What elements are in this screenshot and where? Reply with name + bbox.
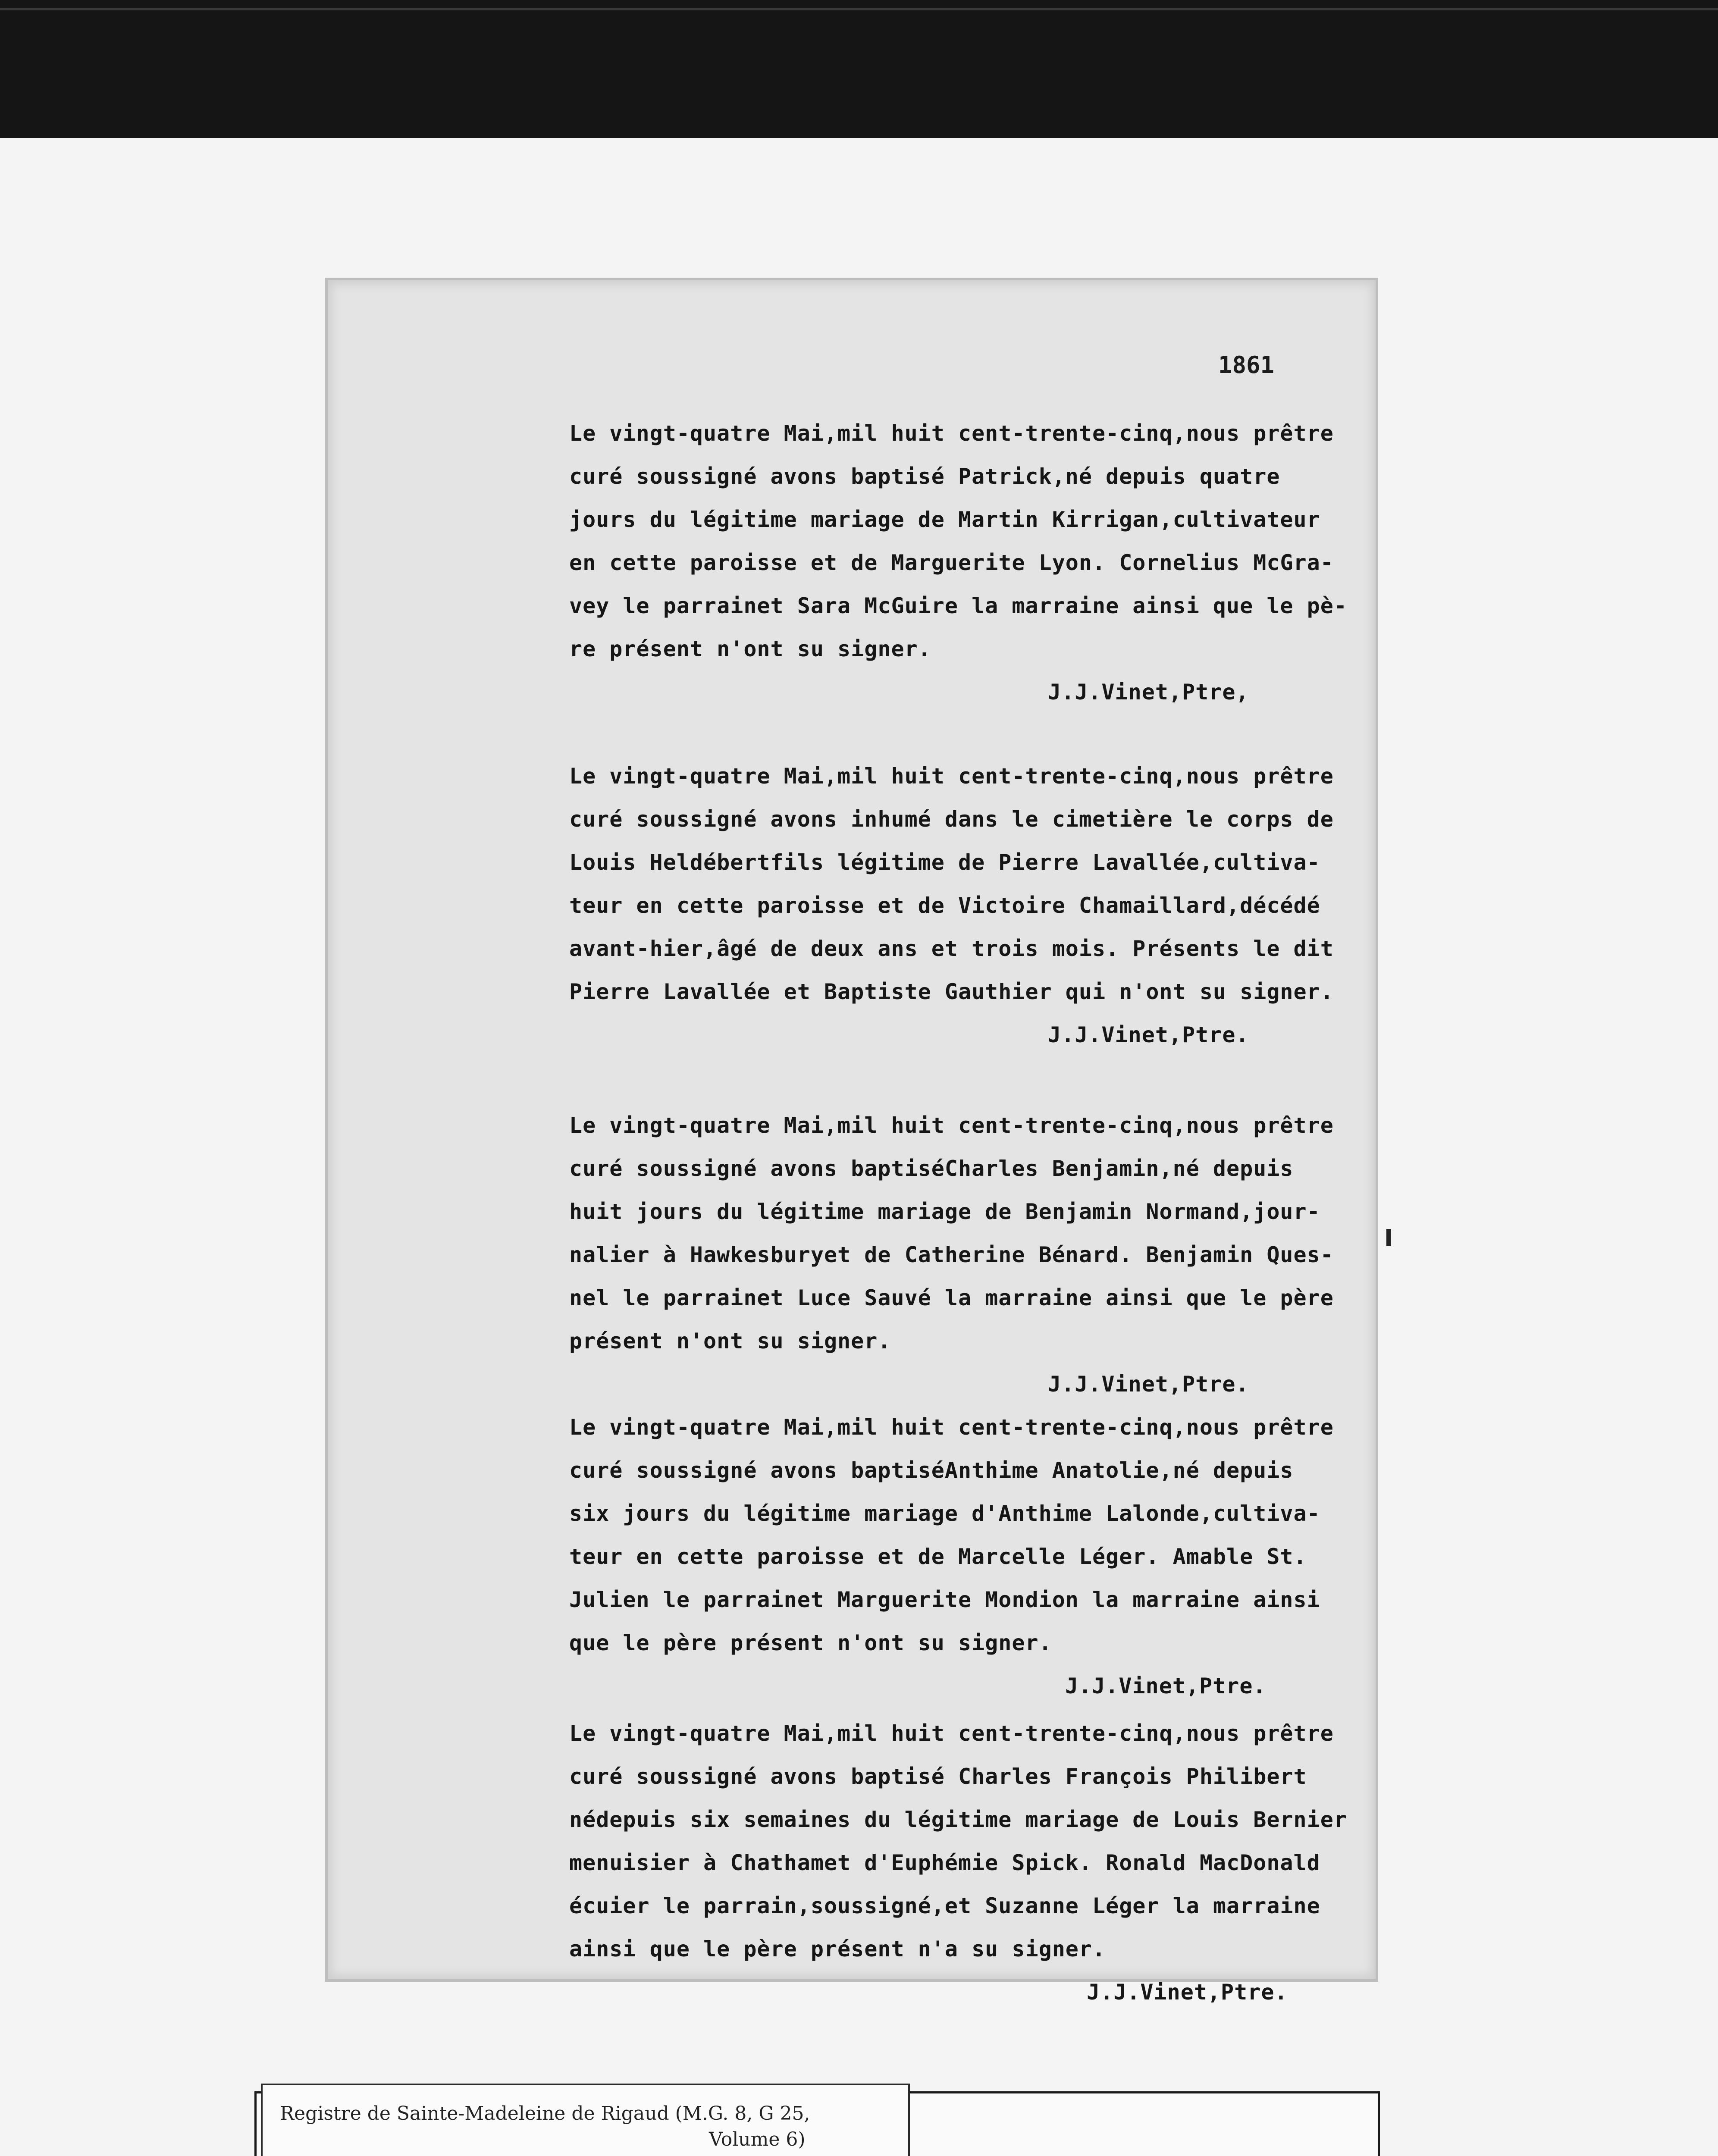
entry-line: Le vingt-quatre Mai,mil huit cent-trente-cinq,nous prêtre (569, 764, 1334, 789)
entry-line: menuisier à Chathamet d'Euphémie Spick. Ronald MacDonald (569, 1850, 1320, 1875)
entry-line: Le vingt-quatre Mai,mil huit cent-trente-cinq,nous prêtre (569, 1415, 1334, 1440)
entry-line: écuier le parrain,soussigné,et Suzanne Léger la marraine (569, 1893, 1320, 1918)
entry-line: avant-hier,âgé de deux ans et trois mois. Présents le dit (569, 936, 1334, 961)
register-entry (569, 1104, 1358, 1406)
entry-line: Le vingt-quatre Mai,mil huit cent-trente-cinq,nous prêtre (569, 421, 1334, 446)
entry-line: curé soussigné avons baptisé Charles François Philibert (569, 1764, 1307, 1789)
entry-line: Le vingt-quatre Mai,mil huit cent-trente-cinq,nous prêtre (569, 1721, 1334, 1746)
entry-line: curé soussigné avons inhumé dans le cimetière le corps de (569, 807, 1334, 832)
registration-mark-right (1386, 1229, 1391, 1246)
priest-signature: J.J.Vinet,Ptre. (1048, 1372, 1249, 1397)
entry-line: six jours du légitime mariage d'Anthime Lalonde,cultiva- (569, 1501, 1320, 1526)
reference-line-2: Volume 6) (709, 2128, 806, 2150)
priest-signature: J.J.Vinet,Ptre. (1048, 1022, 1249, 1047)
entry-line: nel le parrainet Luce Sauvé la marraine ainsi que le père (569, 1285, 1334, 1310)
entry-line: curé soussigné avons baptiséCharles Benjamin,né depuis (569, 1156, 1294, 1181)
entry-line: curé soussigné avons baptisé Patrick,né depuis quatre (569, 464, 1280, 489)
register-entry (569, 1406, 1358, 1708)
entry-line: nédepuis six semaines du légitime mariage de Louis Bernier (569, 1807, 1347, 1832)
entry-line: présent n'ont su signer. (569, 1329, 891, 1354)
priest-signature: J.J.Vinet,Ptre. (1087, 1980, 1288, 2005)
entry-line: vey le parrainet Sara McGuire la marraine ainsi que le pè- (569, 593, 1347, 618)
entry-line: en cette paroisse et de Marguerite Lyon. Cornelius McGra- (569, 550, 1334, 575)
entry-line: huit jours du légitime mariage de Benjamin Normand,jour- (569, 1199, 1320, 1224)
entry-line: nalier à Hawkesburyet de Catherine Bénard. Benjamin Ques- (569, 1242, 1334, 1267)
entry-line: teur en cette paroisse et de Victoire Chamaillard,décédé (569, 893, 1320, 918)
entry-line: re présent n'ont su signer. (569, 636, 931, 661)
entry-line: que le père présent n'ont su signer. (569, 1630, 1052, 1655)
entry-line: Pierre Lavallée et Baptiste Gauthier qui n'ont su signer. (569, 979, 1334, 1004)
microfilm-border-top (0, 0, 1718, 138)
priest-signature: J.J.Vinet,Ptre. (1065, 1673, 1267, 1698)
entry-line: jours du légitime mariage de Martin Kirrigan,cultivateur (569, 507, 1320, 532)
entry-line: ainsi que le père présent n'a su signer. (569, 1937, 1106, 1962)
entry-line: Louis Heldébertfils légitime de Pierre Lavallée,cultiva- (569, 850, 1320, 875)
reference-line-1: Registre de Sainte-Madeleine de Rigaud (M.G. 8, G 25, (280, 2103, 810, 2125)
register-entry (569, 412, 1358, 714)
register-entry (569, 1712, 1358, 2014)
priest-signature: J.J.Vinet,Ptre, (1048, 680, 1249, 705)
entry-line: teur en cette paroisse et de Marcelle Léger. Amable St. (569, 1544, 1307, 1569)
register-page (328, 280, 1376, 2005)
page-number: 1861 (1218, 351, 1275, 379)
entry-line: curé soussigné avons baptiséAnthime Anatolie,né depuis (569, 1458, 1294, 1483)
entry-line: Julien le parrainet Marguerite Mondion la marraine ainsi (569, 1587, 1320, 1612)
entry-line: Le vingt-quatre Mai,mil huit cent-trente-cinq,nous prêtre (569, 1113, 1334, 1138)
register-entry (569, 755, 1358, 1056)
reference-tab (261, 2084, 910, 2156)
